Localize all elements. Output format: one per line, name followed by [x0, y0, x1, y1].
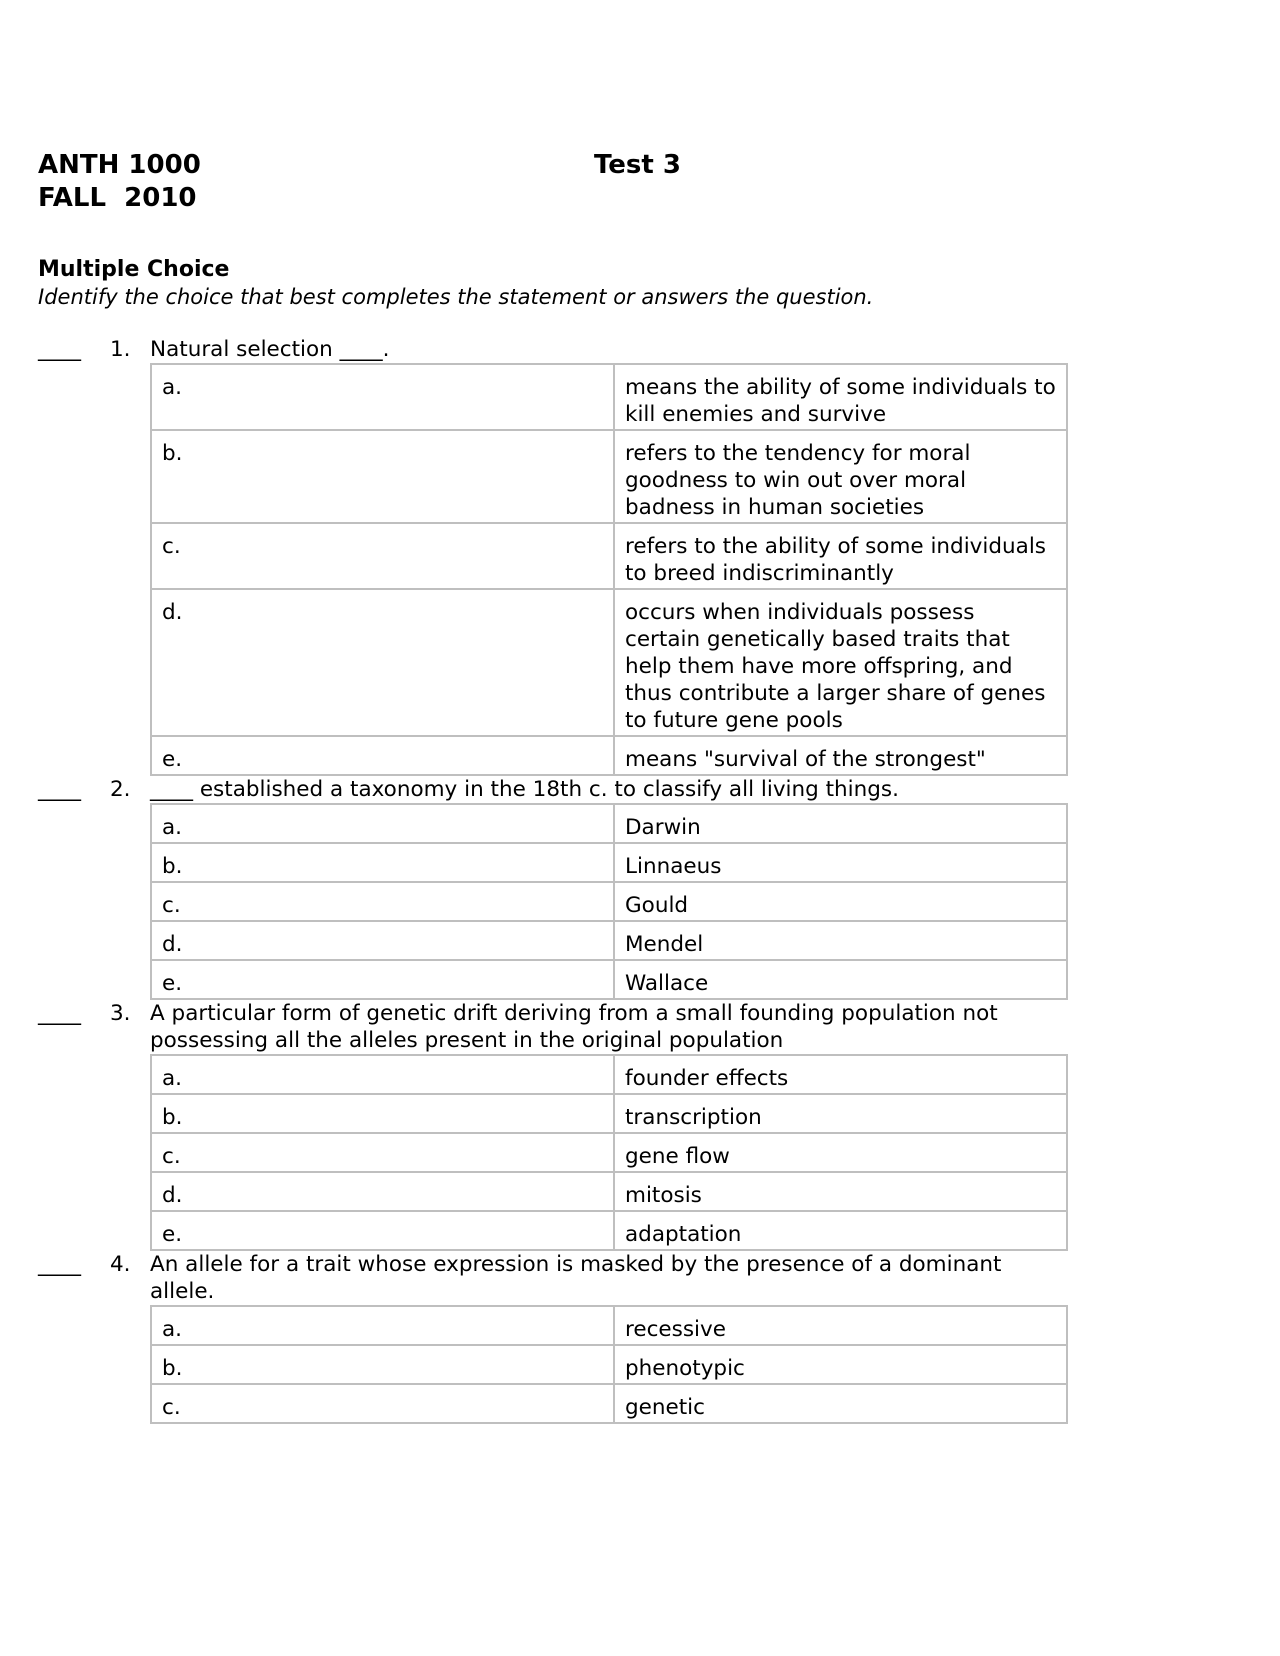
question-2 [0, 776, 1280, 1000]
choice-letter: b. [151, 1094, 614, 1133]
choice-row[interactable] [151, 960, 1067, 999]
choice-row[interactable] [151, 1172, 1067, 1211]
choice-text: Wallace [614, 960, 1067, 999]
choice-row[interactable] [151, 1133, 1067, 1172]
header-line-2 [38, 182, 1038, 215]
question-text: A particular form of genetic drift deriving from a small founding population not possessing all the alleles present in the original population [150, 1001, 998, 1053]
answer-blank[interactable]: ____ [38, 777, 81, 802]
choice-text: mitosis [614, 1172, 1067, 1211]
choice-row[interactable] [151, 430, 1067, 523]
choices-table [150, 363, 1068, 776]
choice-row[interactable] [151, 1345, 1067, 1384]
question-stem [0, 1251, 1280, 1305]
choice-text: Gould [614, 882, 1067, 921]
choice-letter: e. [151, 1211, 614, 1250]
choice-row[interactable] [151, 1306, 1067, 1345]
question-number: 1. [110, 337, 131, 362]
choice-text: Mendel [614, 921, 1067, 960]
choice-letter: c. [151, 1133, 614, 1172]
choice-letter: a. [151, 804, 614, 843]
choice-text: gene flow [614, 1133, 1067, 1172]
choice-row[interactable] [151, 736, 1067, 775]
question-number: 2. [110, 777, 131, 802]
question-text: ____ established a taxonomy in the 18th c. to classify all living things. [150, 777, 899, 802]
header-line-1 [38, 149, 1038, 182]
choice-letter: b. [151, 843, 614, 882]
choice-text: Linnaeus [614, 843, 1067, 882]
choice-text: refers to the ability of some individuals to breed indiscriminantly [614, 523, 1067, 589]
term: FALL 2010 [38, 183, 197, 213]
question-stem [0, 776, 1280, 803]
choice-letter: d. [151, 1172, 614, 1211]
section-header [38, 256, 1138, 311]
choice-row[interactable] [151, 843, 1067, 882]
choice-letter: b. [151, 1345, 614, 1384]
choice-row[interactable] [151, 364, 1067, 430]
choice-letter: c. [151, 882, 614, 921]
choice-letter: d. [151, 921, 614, 960]
question-stem [0, 336, 1280, 363]
choice-text: adaptation [614, 1211, 1067, 1250]
question-1 [0, 336, 1280, 776]
choices-table [150, 1305, 1068, 1424]
choice-text: means "survival of the strongest" [614, 736, 1067, 775]
document-header [38, 149, 1038, 215]
question-stem [0, 1000, 1280, 1054]
choice-letter: a. [151, 364, 614, 430]
choice-row[interactable] [151, 921, 1067, 960]
choice-letter: e. [151, 960, 614, 999]
question-list [0, 336, 1280, 1424]
choices-table [150, 803, 1068, 1000]
answer-blank[interactable]: ____ [38, 337, 81, 362]
choice-text: Darwin [614, 804, 1067, 843]
choice-text: phenotypic [614, 1345, 1067, 1384]
course-code: ANTH 1000 [38, 150, 201, 180]
choice-text: means the ability of some individuals to kill enemies and survive [614, 364, 1067, 430]
choice-text: occurs when individuals possess certain genetically based traits that help them have more offspring, and thus contribute a larger share of genes to future gene pools [614, 589, 1067, 736]
answer-blank[interactable]: ____ [38, 1001, 81, 1026]
choice-row[interactable] [151, 1055, 1067, 1094]
choice-letter: a. [151, 1055, 614, 1094]
choice-row[interactable] [151, 1384, 1067, 1423]
question-text: Natural selection ____. [150, 337, 390, 362]
choices-table [150, 1054, 1068, 1251]
choice-letter: b. [151, 430, 614, 523]
test-title: Test 3 [594, 150, 681, 180]
choice-text: genetic [614, 1384, 1067, 1423]
choice-letter: c. [151, 523, 614, 589]
choice-text: recessive [614, 1306, 1067, 1345]
choice-letter: c. [151, 1384, 614, 1423]
question-3 [0, 1000, 1280, 1251]
choice-letter: a. [151, 1306, 614, 1345]
choice-row[interactable] [151, 1211, 1067, 1250]
choice-row[interactable] [151, 589, 1067, 736]
choice-row[interactable] [151, 882, 1067, 921]
choice-text: transcription [614, 1094, 1067, 1133]
choice-row[interactable] [151, 523, 1067, 589]
choice-row[interactable] [151, 804, 1067, 843]
question-4 [0, 1251, 1280, 1424]
choice-letter: e. [151, 736, 614, 775]
choice-text: founder effects [614, 1055, 1067, 1094]
choice-text: refers to the tendency for moral goodness to win out over moral badness in human societies [614, 430, 1067, 523]
choice-letter: d. [151, 589, 614, 736]
question-text: An allele for a trait whose expression is masked by the presence of a dominant allele. [150, 1252, 1002, 1304]
choice-row[interactable] [151, 1094, 1067, 1133]
section-instructions: Identify the choice that best completes the statement or answers the question. [38, 285, 874, 309]
section-title: Multiple Choice [38, 257, 230, 282]
question-number: 3. [110, 1001, 131, 1026]
answer-blank[interactable]: ____ [38, 1252, 81, 1277]
question-number: 4. [110, 1252, 131, 1277]
